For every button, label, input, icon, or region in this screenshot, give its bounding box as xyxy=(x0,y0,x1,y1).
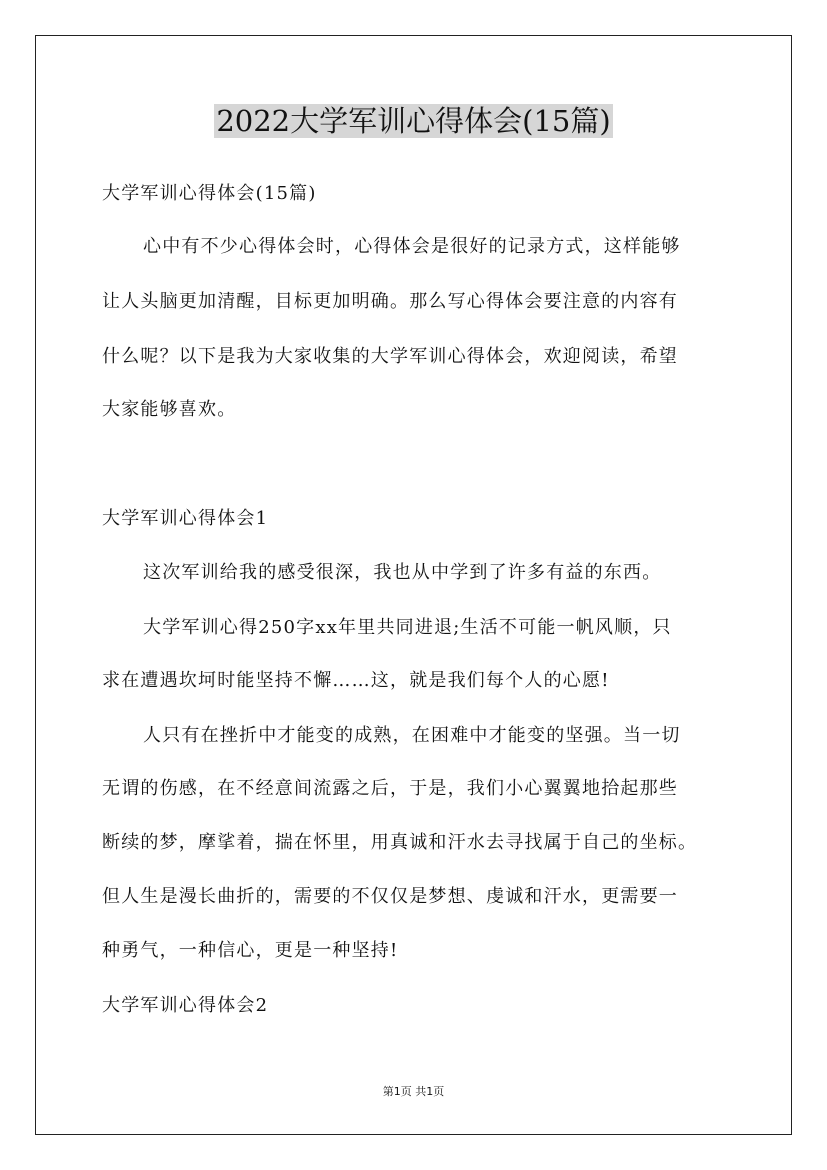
intro-line: 大家能够喜欢。 xyxy=(102,399,237,420)
paragraph-line: 大学军训心得250字xx年里共同进退;生活不可能一帆风顺，只 xyxy=(143,617,672,638)
document-title xyxy=(0,100,827,142)
intro-line: 什么呢？以下是我为大家收集的大学军训心得体会，欢迎阅读，希望 xyxy=(102,346,678,367)
page-number: 第1页 共1页 xyxy=(382,1085,445,1098)
paragraph-line: 断续的梦，摩挲着，揣在怀里，用真诚和汗水去寻找属于自己的坐标。 xyxy=(102,832,698,853)
paragraph-line: 求在遭遇坎坷时能坚持不懈……这，就是我们每个人的心愿! xyxy=(102,670,610,691)
section-heading: 大学军训心得体会1 xyxy=(102,508,269,529)
document-subtitle: 大学军训心得体会(15篇) xyxy=(102,183,317,204)
paragraph-line: 人只有在挫折中才能变的成熟，在困难中才能变的坚强。当一切 xyxy=(143,725,681,746)
paragraph-line: 但人生是漫长曲折的，需要的不仅仅是梦想、虔诚和汗水，更需要一 xyxy=(102,886,678,907)
intro-line: 心中有不少心得体会时，心得体会是很好的记录方式，这样能够 xyxy=(143,236,681,257)
section-heading: 大学军训心得体会2 xyxy=(102,995,269,1016)
intro-line: 让人头脑更加清醒，目标更加明确。那么写心得体会要注意的内容有 xyxy=(102,291,678,312)
paragraph-line: 这次军训给我的感受很深，我也从中学到了许多有益的东西。 xyxy=(143,562,662,583)
paragraph-line: 无谓的伤感，在不经意间流露之后，于是，我们小心翼翼地拾起那些 xyxy=(102,778,678,799)
paragraph-line: 种勇气，一种信心，更是一种坚持! xyxy=(102,940,399,961)
document-title-text: 2022大学军训心得体会(15篇) xyxy=(216,104,611,138)
